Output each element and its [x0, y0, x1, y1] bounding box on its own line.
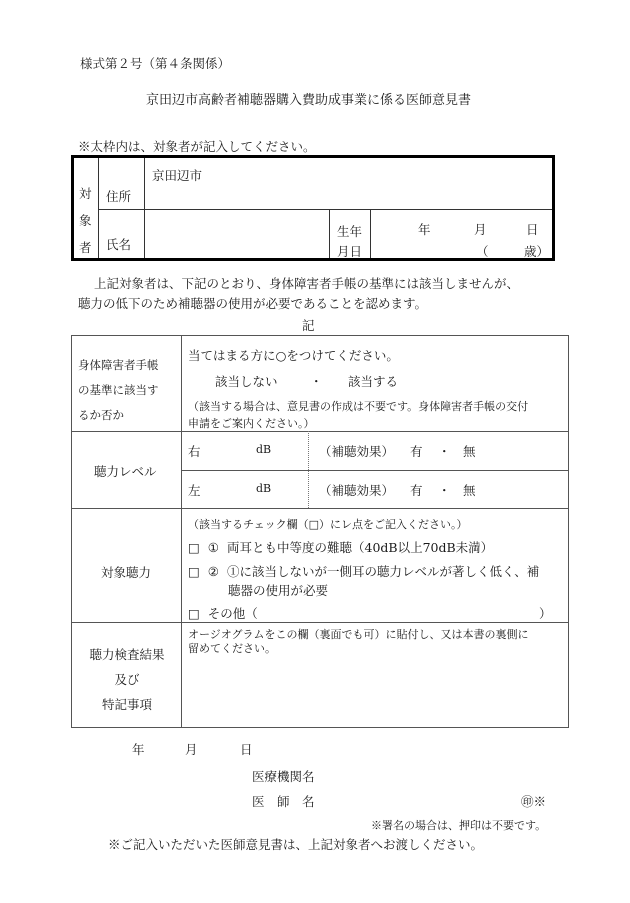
right-effect-no[interactable]: 無	[463, 444, 476, 459]
checkbox-icon[interactable]: □	[188, 540, 200, 555]
handover-note: ※ご記入いただいた医師意見書は、上記対象者へお渡しください。	[108, 837, 484, 852]
item-text-other: その他（	[207, 606, 258, 621]
applicant-side-label: 対 象 者	[79, 186, 92, 255]
left-ear-unit: dB	[256, 482, 272, 495]
other-close-paren: ）	[539, 606, 552, 621]
item-number-2: ②	[207, 564, 220, 579]
audiogram-note-line-1: オージオグラムをこの欄（裏面でも可）に貼付し、又は本書の裏側に	[188, 628, 529, 641]
seal-mark: ㊞※	[521, 794, 547, 809]
item-text-1: 両耳とも中等度の難聴（40dB以上70dB未満）	[227, 540, 494, 555]
divider	[181, 470, 568, 471]
signature-note: ※署名の場合は、押印は不要です。	[371, 819, 547, 832]
divider	[98, 158, 99, 258]
left-ear-label: 左	[188, 483, 201, 498]
right-effect-sep: ・	[438, 444, 451, 459]
right-effect-yes[interactable]: 有	[410, 444, 423, 459]
ki-heading: 記	[302, 318, 315, 333]
handbook-note-line-2: 申請をご案内ください。）	[188, 417, 315, 430]
opinion-table	[71, 335, 569, 728]
institution-label: 医療機関名	[252, 769, 315, 784]
divider	[329, 209, 330, 258]
statement-line-2: 聴力の低下のため補聴器の使用が必要であることを認めます。	[78, 296, 428, 311]
other-text-field[interactable]	[232, 602, 532, 620]
condition-item-1[interactable]	[188, 538, 493, 556]
audiogram-note-line-2: 留めてください。	[188, 642, 276, 655]
checkbox-icon[interactable]: □	[188, 606, 200, 621]
left-effect-yes[interactable]: 有	[410, 483, 423, 498]
name-field[interactable]	[146, 212, 326, 258]
date-day-label: 日	[240, 742, 253, 757]
handbook-instruction: 当てはまる方に○をつけてください。	[188, 348, 399, 363]
birth-label-1: 生年	[337, 224, 363, 239]
statement-line-1: 上記対象者は、下記のとおり、身体障害者手帳の基準には該当しませんが、	[94, 276, 520, 291]
audiogram-label: 聴力検査結果 及び 特記事項	[89, 647, 165, 712]
address-label: 住所	[106, 189, 132, 204]
option-separator: ・	[310, 374, 323, 389]
bold-frame-note: ※太枠内は、対象者が記入してください。	[78, 139, 316, 154]
left-effect-sep: ・	[438, 483, 451, 498]
applicant-table	[71, 155, 555, 261]
divider	[72, 431, 568, 432]
option-applicable[interactable]: 該当する	[348, 374, 399, 389]
birth-year-label: 年	[418, 222, 431, 237]
item-text-2: ①に該当しないが一側耳の聴力レベルが著しく低く、補	[227, 564, 540, 579]
dotted-divider	[308, 431, 309, 508]
date-year-label: 年	[132, 742, 145, 757]
handbook-criteria-label: 身体障害者手帳 の基準に該当す るか否か	[78, 358, 159, 422]
birthdate-field[interactable]	[372, 211, 552, 258]
divider	[370, 209, 371, 258]
hearing-level-label: 聴力レベル	[94, 464, 157, 479]
address-field[interactable]: 京田辺市	[152, 168, 203, 183]
doctor-name-field[interactable]	[320, 788, 500, 808]
birth-day-label: 日	[526, 222, 539, 237]
checkbox-instruction: （該当するチェック欄（□）にレ点をご記入ください。）	[188, 518, 468, 531]
handbook-note-line-1: （該当する場合は、意見書の作成は不要です。身体障害者手帳の交付	[188, 400, 529, 413]
target-hearing-label: 対象聴力	[101, 565, 152, 580]
page-title: 京田辺市高齢者補聴器購入費助成事業に係る医師意見書	[146, 93, 472, 108]
divider	[98, 209, 552, 210]
doctor-label: 医 師 名	[252, 794, 315, 809]
left-effect-label: （補聴効果）	[319, 483, 395, 498]
right-ear-label: 右	[188, 444, 201, 459]
condition-item-2[interactable]	[188, 562, 539, 580]
item-number-1: ①	[207, 540, 220, 555]
divider	[181, 336, 182, 727]
divider	[144, 158, 145, 258]
audiogram-area[interactable]	[183, 658, 565, 726]
divider	[72, 622, 568, 623]
institution-field[interactable]	[320, 763, 550, 783]
option-not-applicable[interactable]: 該当しない	[215, 374, 278, 389]
left-effect-no[interactable]: 無	[463, 483, 476, 498]
right-effect-label: （補聴効果）	[319, 444, 395, 459]
birth-label-2: 月日	[337, 244, 363, 259]
checkbox-icon[interactable]: □	[188, 564, 200, 579]
form-number: 様式第２号（第４条関係）	[80, 56, 231, 71]
date-month-label: 月	[185, 742, 198, 757]
name-label: 氏名	[106, 237, 132, 252]
divider	[72, 508, 568, 509]
birth-month-label: 月	[474, 222, 487, 237]
item-text-2-cont: 聴器の使用が必要	[228, 583, 329, 598]
age-label: 歳）	[524, 244, 550, 259]
age-open: （	[476, 244, 489, 259]
right-ear-unit: dB	[256, 443, 272, 456]
